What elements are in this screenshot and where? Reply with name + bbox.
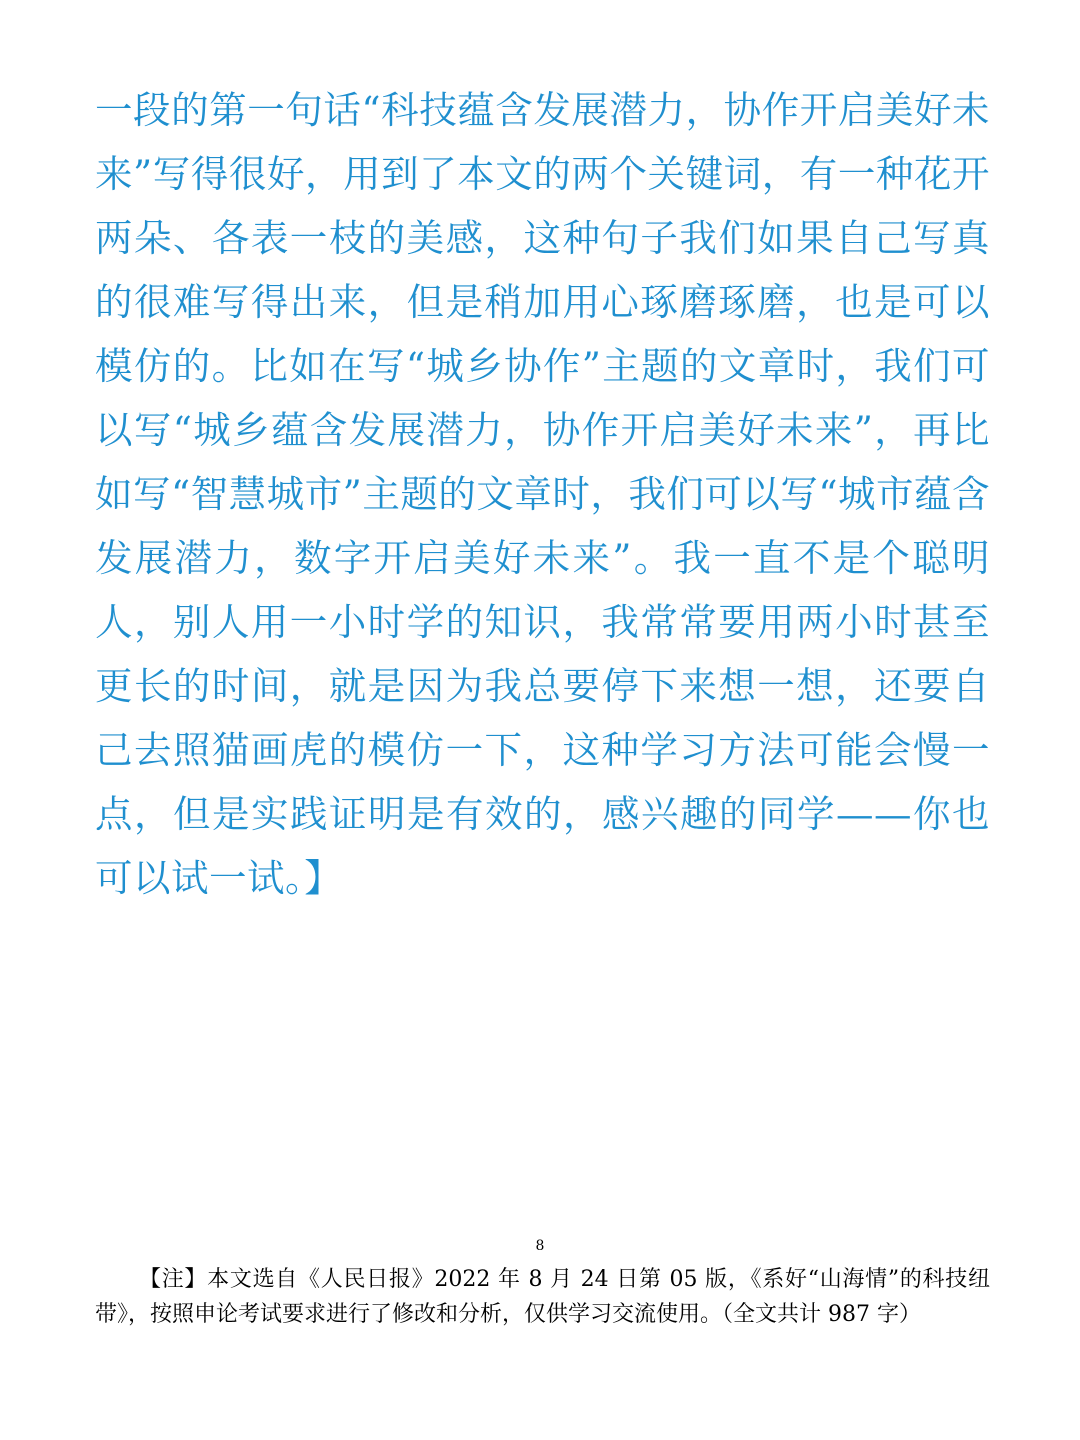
body-paragraph: 一段的第一句话“科技蕴含发展潜力，协作开启美好未来”写得很好，用到了本文的两个关键词，有一种花开两朵、各表一枝的美感，这种句子我们如果自己写真的很难写得出来，但是稍加用心琢磨琢磨，也是可以模仿的。比如在写“城乡协作”主题的文章时，我们可以写“城乡蕴含发展潜力，协作开启美好未来”，再比如写“智慧城市”主题的文章时，我们可以写“城市蕴含发展潜力，数字开启美好未来”。我一直不是个聪明人，别人用一小时学的知识，我常常要用两小时甚至更长的时间，就是因为我总要停下来想一想，还要自己去照猫画虎的模仿一下，这种学习方法可能会慢一点，但是实践证明是有效的，感兴趣的同学——你也可以试一试。】 bbox=[95, 88, 991, 900]
footnote: 【注】本文选自《人民日报》2022 年 8 月 24 日第 05 版，《系好“山海情”的科技纽带》，按照申论考试要求进行了修改和分析，仅供学习交流使用。（全文共计 987 字） bbox=[95, 1267, 990, 1327]
page-number: 8 bbox=[535, 1238, 545, 1254]
